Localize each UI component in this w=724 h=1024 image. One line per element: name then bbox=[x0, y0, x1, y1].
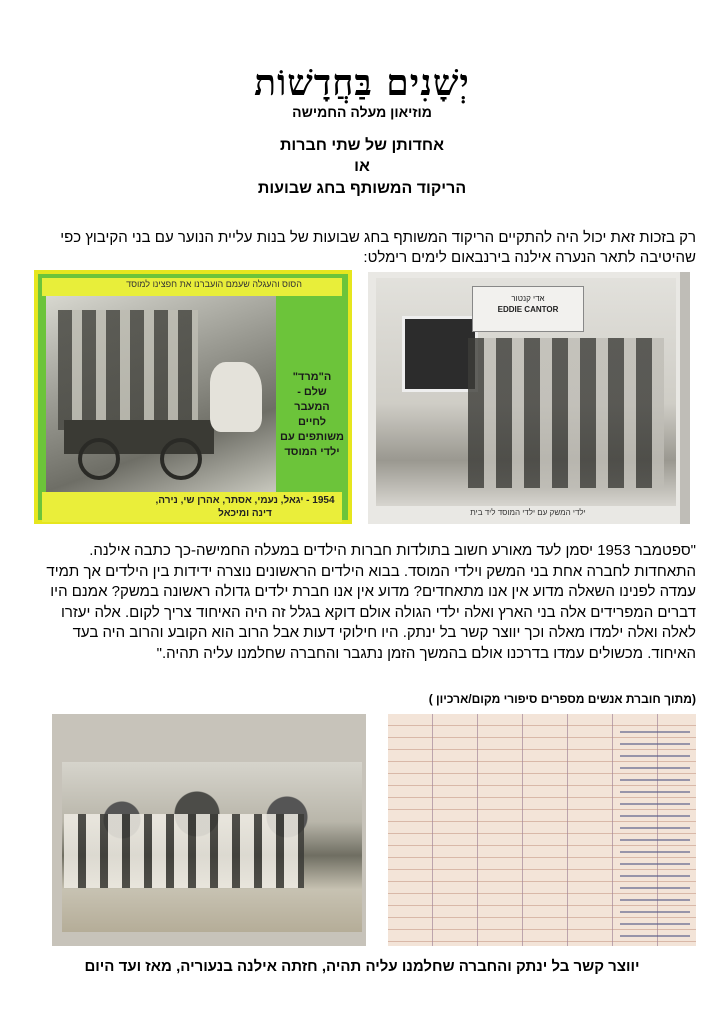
collage-top-caption: הסוס והעגלה שעמם הועברנו את חפצינו למוסד bbox=[126, 279, 302, 289]
headline-line-2: או bbox=[354, 158, 370, 175]
headline-line-3: הריקוד המשותף בחג שבועות bbox=[257, 180, 467, 197]
wagon-wheel bbox=[78, 438, 120, 480]
house-window bbox=[402, 316, 478, 392]
intro-paragraph: רק בזכות זאת יכול היה להתקיים הריקוד המשותף בחג שבועות של בנות עליית הנוער עם בני הקיבוץ כפי שהיטיבה לתאר הנערה אילנה בירנבאום לימים רימלט: bbox=[60, 229, 696, 266]
collage-names-caption: 1954 - יגאל, נעמי, אסתר, אהרן שי, נירה, דינה ומיכאל bbox=[155, 495, 335, 519]
museum-subtitle: מוזיאון מעלה החמישה bbox=[292, 104, 432, 120]
headline-line-1: אחדותן של שתי חברות bbox=[279, 137, 445, 154]
dancers-group bbox=[64, 814, 304, 888]
quote-paragraph: "ספטמבר 1953 יסמן לעד מאורע חשוב בתולדות חברות הילדים במעלה החמישה-כך כתבה אילנה. התאחדות לחברה אחת בני המשק וילדי המוסד. בבוא הילדים הראשונים נוצרה ידידות בין הילדים אך תמיד עמדה לפנינו השאלה מדוע אין אנו מתאחדים? מדוע אין אנו חברת ילדים גדולה ראשונה במשק? אמנם היו דברים המפרידים אלה בני הארץ ואלה ילדי הגולה אולם דוקא בגלל זה היה האיחוד צריך לקום. אלה יעזרו לאלה ואלה ילמדו מאלה וכך יווצר קשר בל ינתק. היו חילוקי דעות אבל הרוב הוא הקובע והרוב היה בעד האיחוד. מכשולים עמדו בדרכנו אולם בהמשך הזמן נתגבר והחברה שחלמנו עליה תהיה." bbox=[46, 542, 696, 662]
handwritten-names bbox=[620, 724, 690, 938]
sepia-group-photo bbox=[52, 714, 366, 946]
book-photo bbox=[368, 272, 690, 524]
source-note: (מתוך חוברת אנשים מספרים סיפורי מקום/ארכיון ) bbox=[428, 692, 696, 706]
collage-side-text: ה"מרד" שלם - המעבר לחיים משותפים עם ילדי המוסד bbox=[280, 371, 344, 458]
wagon-wheel bbox=[160, 438, 202, 480]
book-spine bbox=[680, 272, 690, 524]
sign-english: EDDIE CANTOR bbox=[497, 305, 559, 314]
bottom-caption: יווצר קשר בל ינתק והחברה שחלמנו עליה תהיה, חזתה אילנה בנעוריה, מאז ועד היום bbox=[84, 958, 640, 975]
page-title: יְשָׁנִים בַּחֲדָשׁוֹת bbox=[254, 62, 470, 104]
children-group bbox=[58, 310, 198, 430]
horse-shape bbox=[210, 362, 262, 432]
handwritten-ledger-photo bbox=[388, 714, 696, 946]
wagon-photo-collage bbox=[34, 270, 352, 524]
house-sign bbox=[472, 286, 584, 332]
book-photo-caption: ילדי המשק עם ילדי המוסד ליד בית bbox=[470, 508, 586, 517]
group-of-youths bbox=[468, 338, 664, 488]
sign-hebrew: אדי קנטור bbox=[511, 294, 545, 303]
